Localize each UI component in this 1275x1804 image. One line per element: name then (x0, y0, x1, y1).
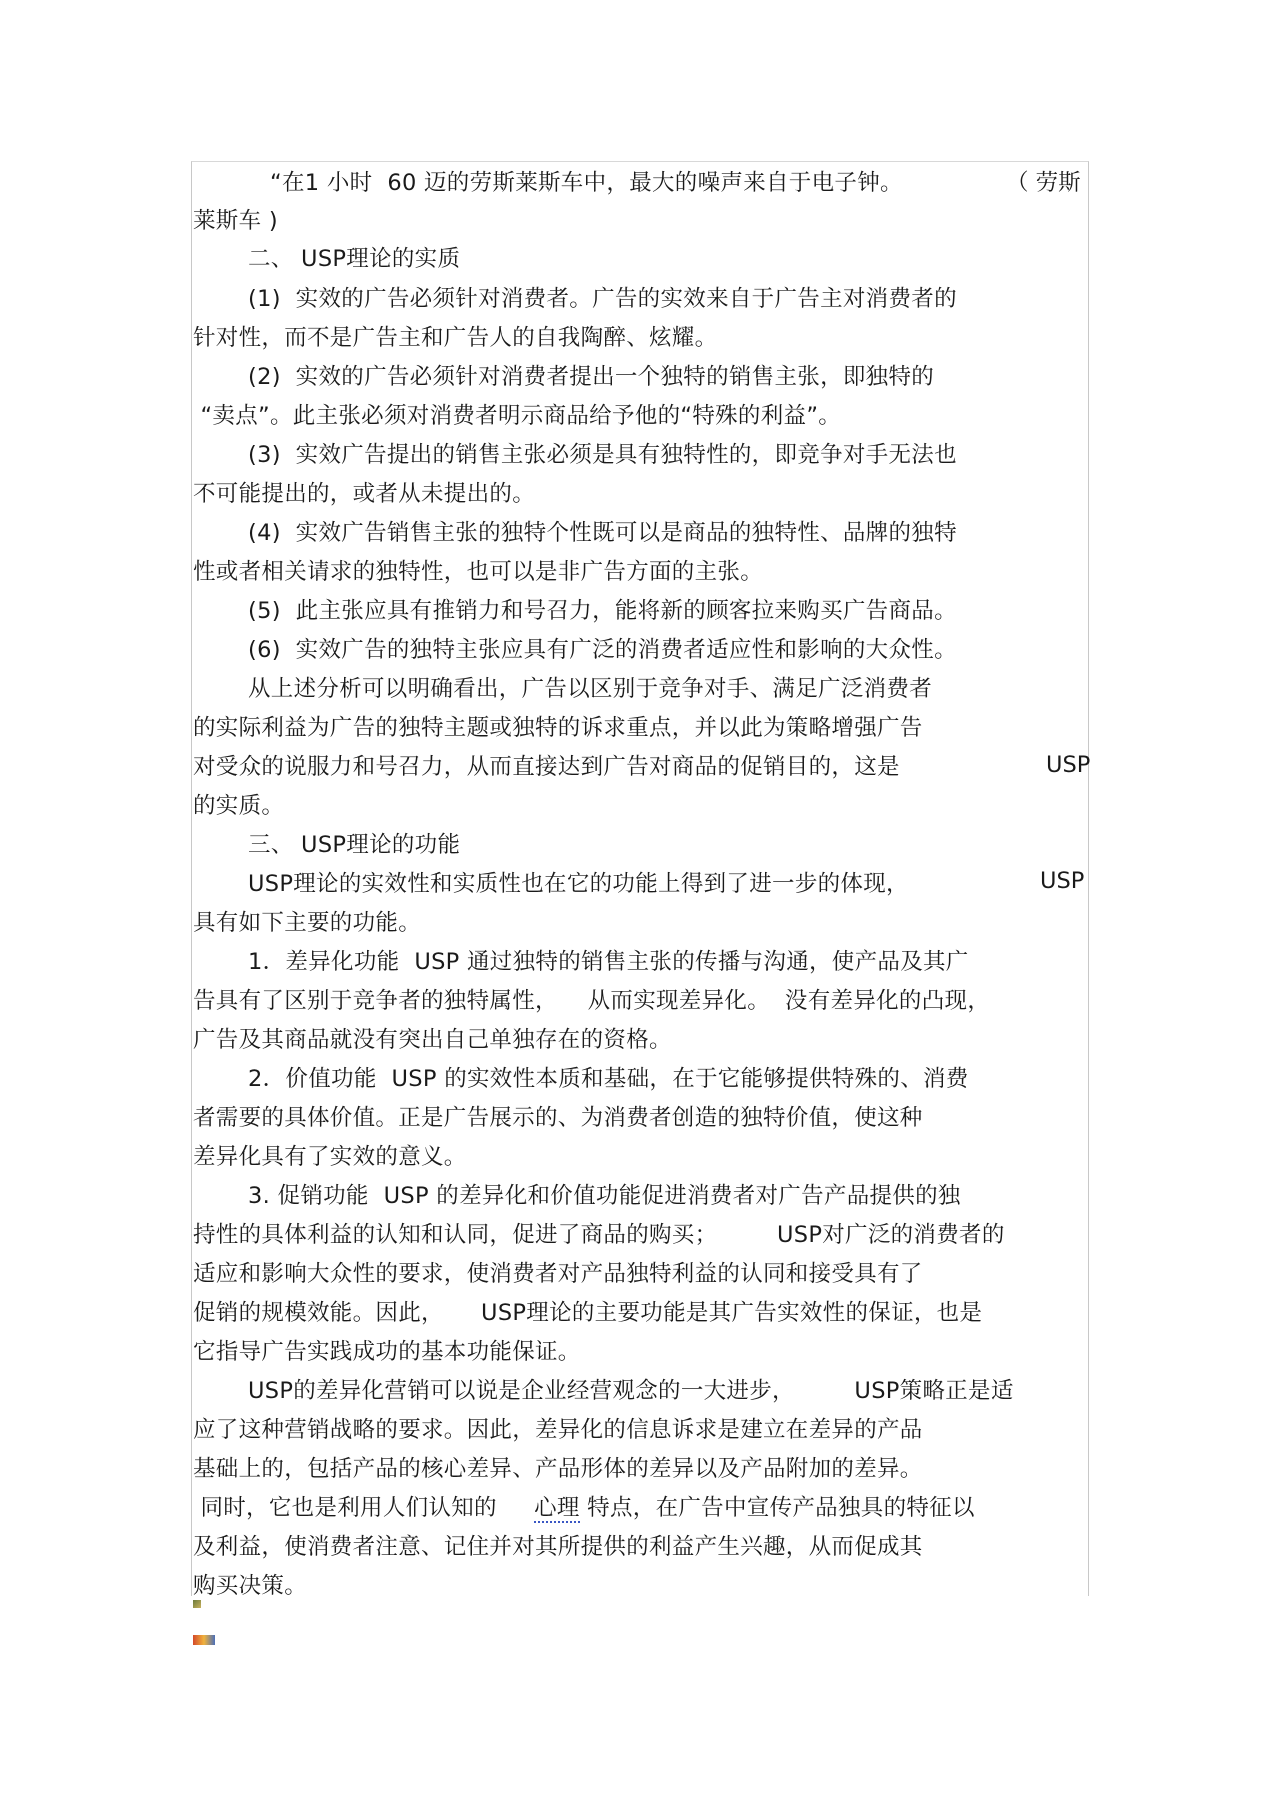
text-line: 它指导广告实践成功的基本功能保证。 (193, 1339, 581, 1365)
text-line-tail: USP (1046, 752, 1091, 778)
text-line: 莱斯车 ) (193, 208, 278, 234)
text-line: 针对性，而不是广告主和广告人的自我陶醉、炫耀。 (193, 325, 718, 351)
text-line: 广告及其商品就没有突出自己单独存在的资格。 (193, 1027, 672, 1053)
text-line: 持性的具体利益的认知和认同，促进了商品的购买； USP对广泛的消费者的 (193, 1222, 1005, 1248)
text-line: 者需要的具体价值。正是广告展示的、为消费者创造的独特价值，使这种 (193, 1105, 923, 1131)
text-line: (6) 实效广告的独特主张应具有广泛的消费者适应性和影响的大众性。 (248, 637, 957, 663)
text-fragment: 同时，它也是利用人们认知的 (193, 1495, 535, 1521)
text-line: “在1 小时 60 迈的劳斯莱斯车中，最大的噪声来自于电子钟。 (270, 170, 903, 196)
text-line: (4) 实效广告销售主张的独特个性既可以是商品的独特性、品牌的独特 (248, 520, 957, 546)
text-line: 不可能提出的，或者从未提出的。 (193, 481, 536, 507)
text-line: 应了这种营销战略的要求。因此，差异化的信息诉求是建立在差异的产品 (193, 1417, 923, 1443)
text-line: 促销的规模效能。因此， USP理论的主要功能是其广告实效性的保证，也是 (193, 1300, 983, 1326)
section-heading: 二、 USP理论的实质 (248, 246, 461, 272)
text-line: 及利益，使消费者注意、记住并对其所提供的利益产生兴趣，从而促成其 (193, 1534, 923, 1560)
text-line-tail: USP (1040, 868, 1085, 894)
text-line: USP的差异化营销可以说是企业经营观念的一大进步， USP策略正是适 (248, 1378, 1014, 1404)
text-line: 2．价值功能 USP 的实效性本质和基础，在于它能够提供特殊的、消费 (248, 1066, 969, 1092)
text-line: 告具有了区别于竞争者的独特属性， 从而实现差异化。 没有差异化的凸现， (193, 988, 991, 1014)
text-line: 从上述分析可以明确看出，广告以区别于竞争对手、满足广泛消费者 (248, 676, 933, 702)
text-line (193, 1493, 975, 1523)
text-line-tail: （ 劳斯 (1006, 170, 1081, 196)
text-line: 差异化具有了实效的意义。 (193, 1144, 467, 1170)
text-line: (3) 实效广告提出的销售主张必须是具有独特性的，即竞争对手无法也 (248, 442, 957, 468)
text-line: 购买决策。 (193, 1573, 308, 1599)
text-line: 基础上的，包括产品的核心差异、产品形体的差异以及产品附加的差异。 (193, 1456, 923, 1482)
text-line: 性或者相关请求的独特性，也可以是非广告方面的主张。 (193, 559, 764, 585)
text-line: 1．差异化功能 USP 通过独特的销售主张的传播与沟通，使产品及其广 (248, 949, 969, 975)
text-line: 适应和影响大众性的要求，使消费者对产品独特利益的认同和接受具有了 (193, 1261, 923, 1287)
text-line: 对受众的说服力和号召力，从而直接达到广告对商品的促销目的，这是 (193, 754, 900, 780)
small-image-icon (193, 1635, 215, 1645)
text-line: (1) 实效的广告必须针对消费者。广告的实效来自于广告主对消费者的 (248, 286, 957, 312)
text-line: (5) 此主张应具有推销力和号召力，能将新的顾客拉来购买广告商品。 (248, 598, 957, 624)
text-line: USP理论的实效性和实质性也在它的功能上得到了进一步的体现， (248, 871, 909, 897)
text-line: 具有如下主要的功能。 (193, 910, 422, 936)
section-heading: 三、 USP理论的功能 (248, 832, 461, 858)
text-line: 的实质。 (193, 793, 285, 819)
text-fragment: 特点，在广告中宣传产品独具的特征以 (579, 1495, 975, 1521)
psychology-link[interactable]: 心理 (534, 1495, 580, 1521)
text-line: 的实际利益为广告的独特主题或独特的诉求重点，并以此为策略增强广告 (193, 715, 923, 741)
text-line: “卖点”。此主张必须对消费者明示商品给予他的“特殊的利益”。 (193, 403, 842, 429)
small-image-icon (193, 1600, 201, 1608)
text-line: (2) 实效的广告必须针对消费者提出一个独特的销售主张，即独特的 (248, 364, 935, 390)
text-line: 3. 促销功能 USP 的差异化和价值功能促进消费者对广告产品提供的独 (248, 1183, 961, 1209)
